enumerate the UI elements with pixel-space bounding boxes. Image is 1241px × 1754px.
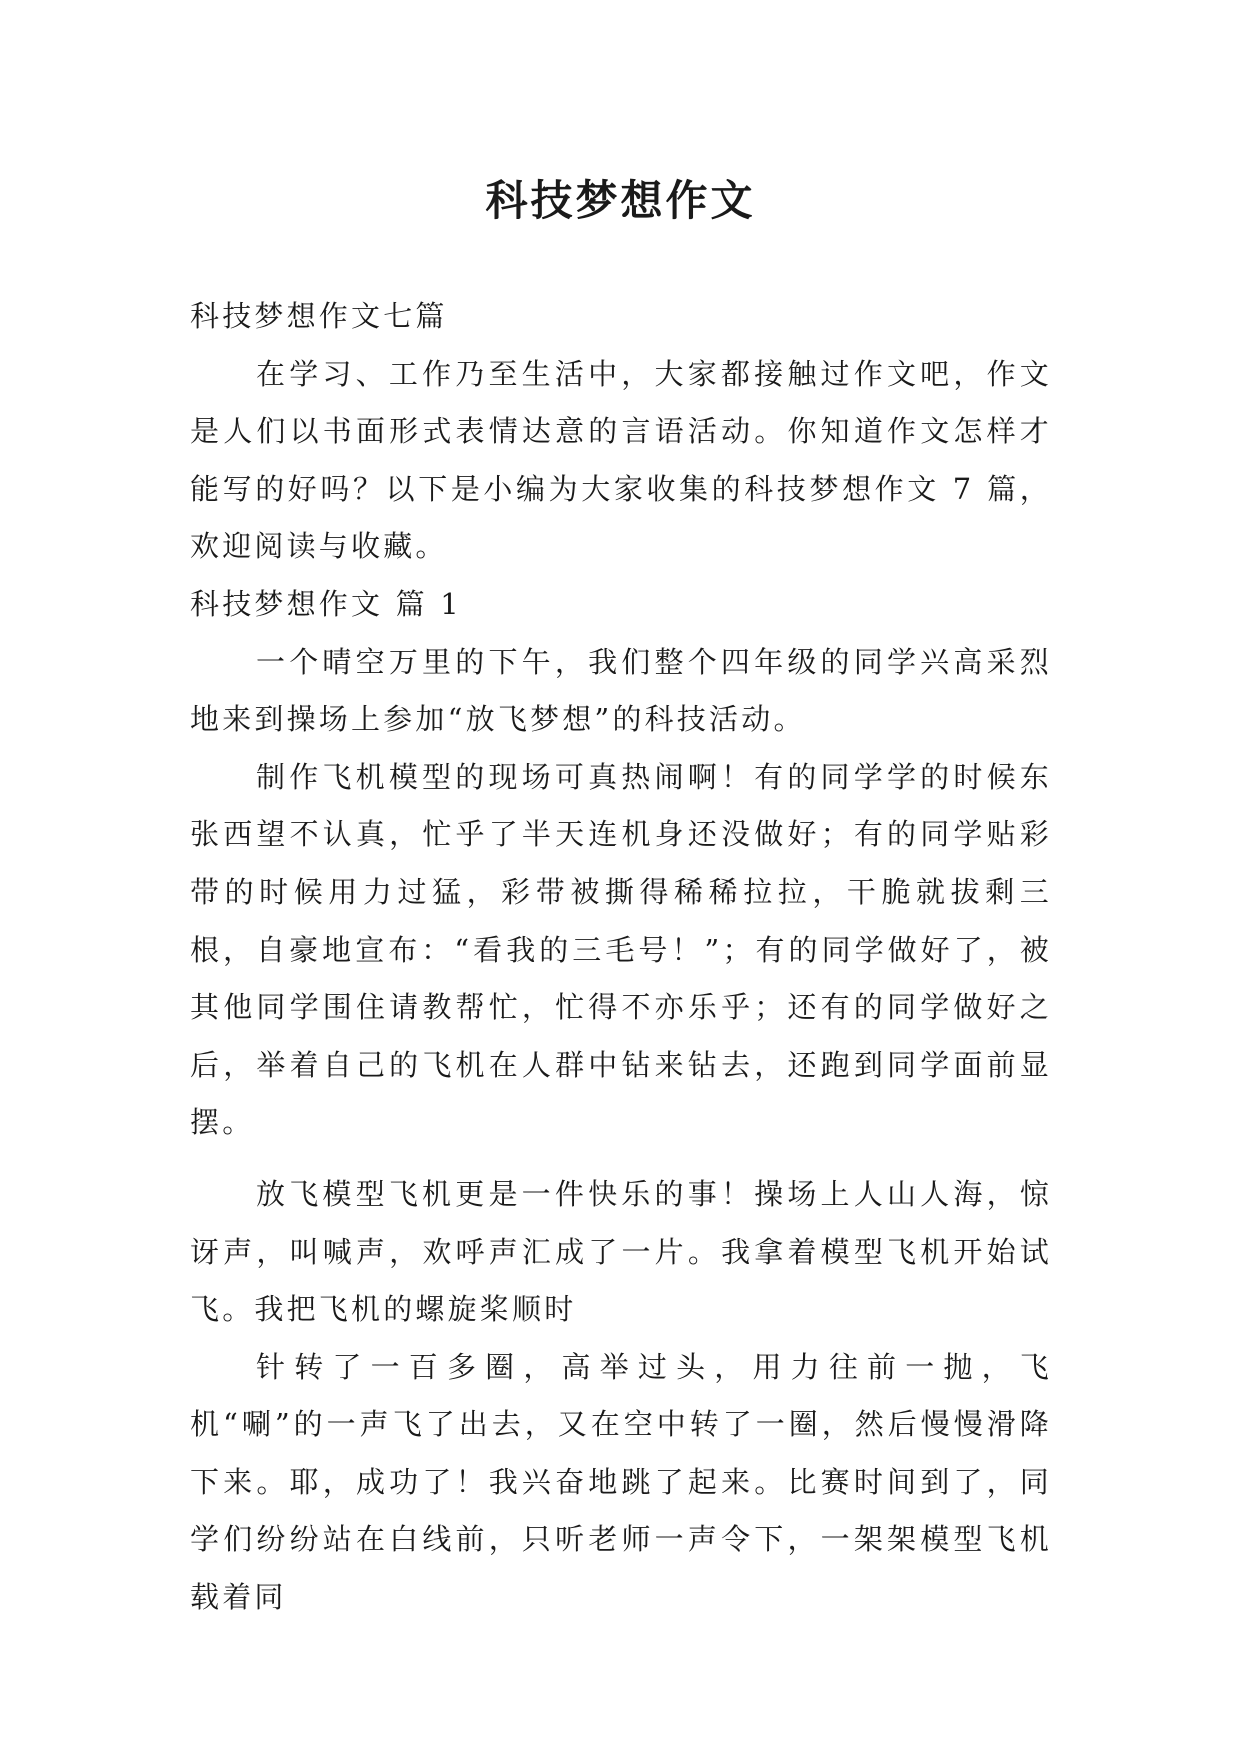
- body-paragraph: 放飞模型飞机更是一件快乐的事！操场上人山人海，惊讶声，叫喊声，欢呼声汇成了一片。我拿着模型飞机开始试飞。我把飞机的螺旋桨顺时: [190, 1176, 1052, 1327]
- intro-paragraph: 在学习、工作乃至生活中，大家都接触过作文吧，作文是人们以书面形式表情达意的言语活动。你知道作文怎样才能写的好吗？以下是小编为大家收集的科技梦想作文 7 篇，欢迎阅读与收藏。: [190, 356, 1052, 564]
- document-body: [190, 288, 1052, 1627]
- body-paragraph: 一个晴空万里的下午，我们整个四年级的同学兴高采烈地来到操场上参加“放飞梦想”的科技活动。: [190, 644, 1052, 737]
- collection-heading: 科技梦想作文七篇: [190, 299, 448, 333]
- body-paragraph: 制作飞机模型的现场可真热闹啊！有的同学学的时候东张西望不认真，忙乎了半天连机身还没做好；有的同学贴彩带的时候用力过猛，彩带被撕得稀稀拉拉，干脆就拔剩三根，自豪地宣布：“看我的三毛号！”；有的同学做好了，被其他同学围住请教帮忙，忙得不亦乐乎；还有的同学做好之后，举着自己的飞机在人群中钻来钻去，还跑到同学面前显摆。: [190, 759, 1052, 1140]
- body-paragraph: 针转了一百多圈，高举过头，用力往前一抛，飞机“唰”的一声飞了出去，又在空中转了一圈，然后慢慢滑降下来。耶，成功了！我兴奋地跳了起来。比赛时间到了，同学们纷纷站在白线前，只听老师一声令下，一架架模型飞机载着同: [190, 1349, 1052, 1615]
- essay-1-heading: 科技梦想作文 篇 1: [190, 586, 462, 621]
- document-title: 科技梦想作文: [485, 176, 756, 226]
